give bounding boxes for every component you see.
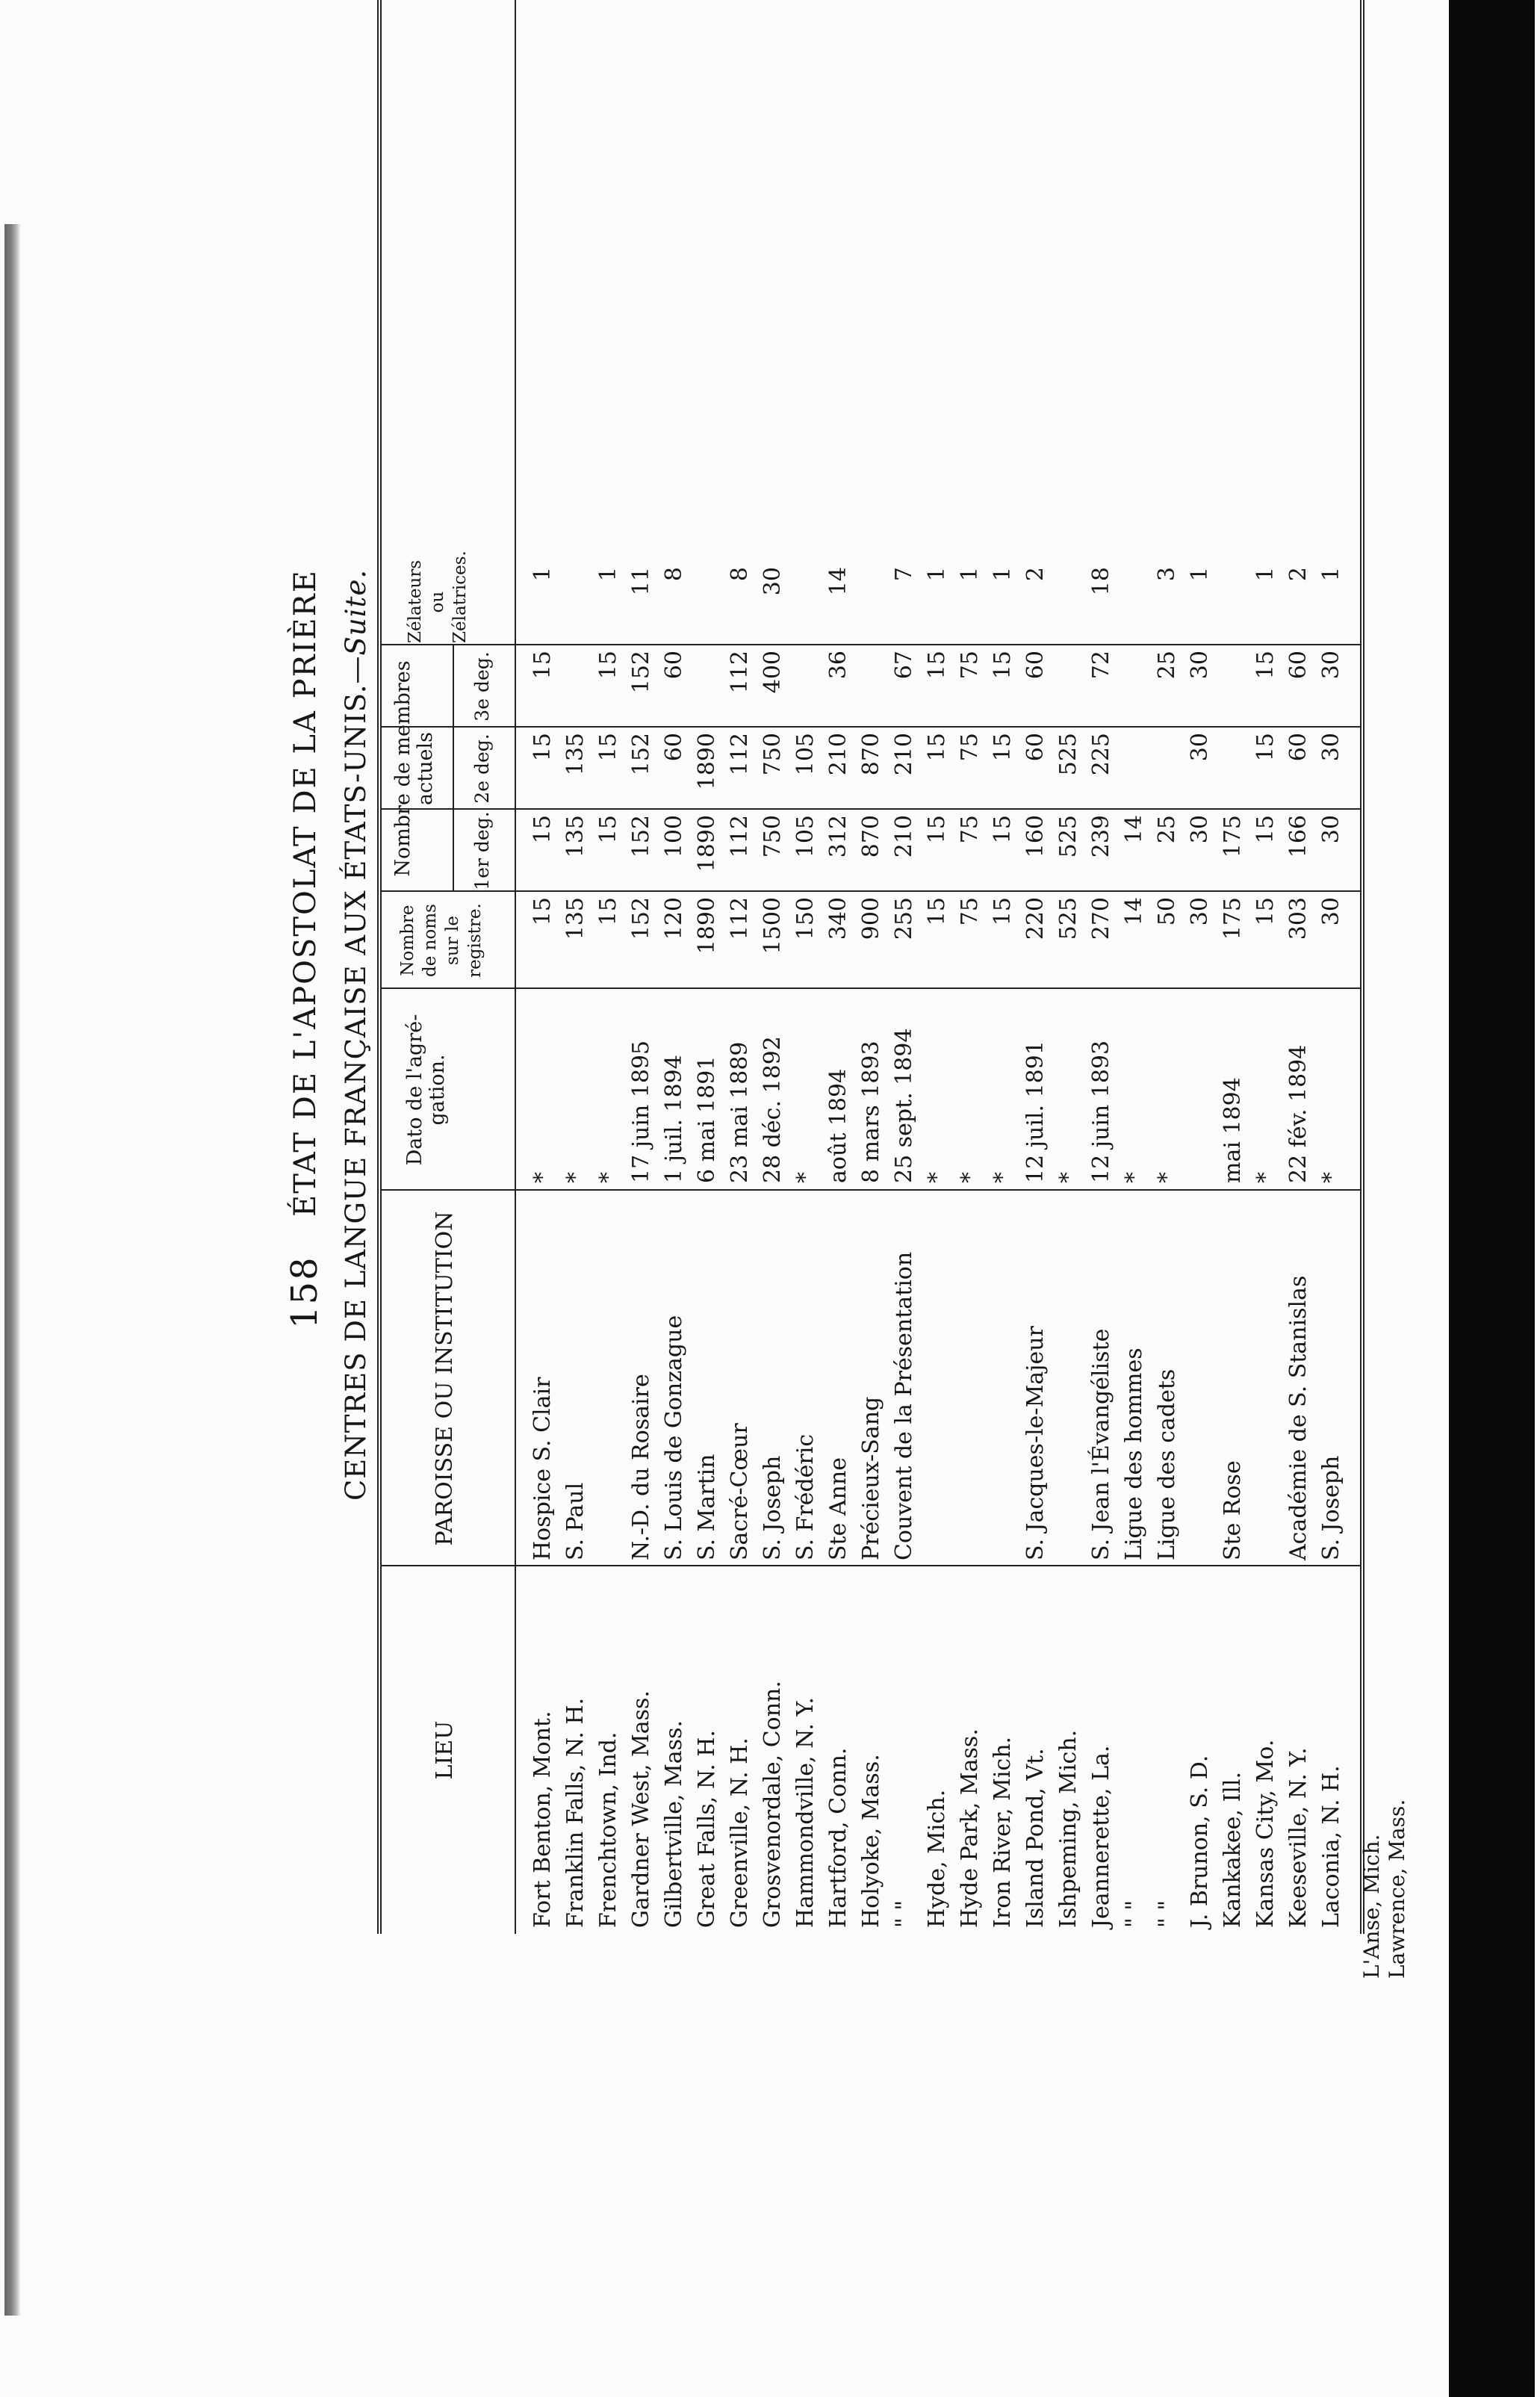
cell-zelateurs: 1 [957,567,983,582]
header-paroisse: PAROISSE OU INSTITUTION [432,1211,458,1546]
table-row [694,0,722,1934]
table-row [1022,0,1051,1934]
cell-zelateurs: 2 [1285,567,1311,582]
cell-registre: 900 [858,897,884,940]
cell-lieu: Laconia, N. H. [1318,1765,1344,1928]
cell-date: * [1318,1172,1344,1183]
cell-deg2: 30 [1318,733,1344,762]
cell-date: 8 mars 1893 [858,1041,884,1183]
cell-registre: 303 [1285,897,1311,940]
table-row [1121,0,1149,1934]
cell-lieu: Frenchtown, Ind. [595,1731,621,1928]
cell-date: mai 1894 [1220,1077,1246,1183]
cell-deg2: 60 [661,733,687,762]
cell-deg2: 1890 [694,733,720,790]
cell-lieu: J. Brunon, S. D. [1187,1755,1213,1928]
cell-lieu: Hammondville, N. Y. [792,1697,819,1928]
cell-paroisse: S. Martin [694,1454,720,1560]
cell-registre: 152 [628,897,654,940]
cell-lieu: " " [1121,1900,1147,1928]
cell-deg1: 15 [595,815,621,844]
cell-zelateurs: 11 [628,567,654,596]
cell-deg2: 15 [595,733,621,762]
cell-paroisse: Sacré-Cœur [727,1423,753,1560]
cell-deg1: 105 [792,815,819,858]
cell-date: * [562,1172,589,1183]
cell-paroisse: Précieux-Sang [858,1396,884,1560]
cell-zelateurs: 1 [530,567,556,582]
cell-date: 12 juil. 1891 [1022,1041,1049,1183]
cell-zelateurs: 1 [990,567,1016,582]
table-row [924,0,952,1934]
cell-lieu: Gilbertville, Mass. [661,1720,687,1928]
cell-date: 17 juin 1895 [628,1040,654,1183]
cell-registre: 255 [891,897,917,940]
header-rule [515,0,516,1934]
cell-date: * [990,1172,1016,1183]
cell-registre: 15 [990,897,1016,926]
cell-deg1: 112 [727,815,753,858]
cell-zelateurs: 7 [891,567,917,582]
cell-deg2: 60 [1285,733,1311,762]
cell-deg1: 312 [825,815,851,858]
cell-deg2: 210 [891,733,917,776]
cell-paroisse: S. Louis de Gonzague [661,1315,687,1560]
subheader-rule [453,645,454,892]
cell-date: * [1154,1172,1180,1183]
cell-deg2: 525 [1055,733,1081,776]
cell-lieu: Jeannerette, La. [1088,1745,1114,1928]
cell-paroisse: S. Joseph [1318,1455,1344,1560]
cell-lieu: Franklin Falls, N. H. [562,1697,589,1928]
cell-registre: 270 [1088,897,1114,940]
cell-registre: 340 [825,897,851,940]
cell-date: * [1252,1172,1279,1183]
cell-deg1: 239 [1088,815,1114,858]
cell-deg1: 15 [1252,815,1279,844]
cell-date: 22 fév. 1894 [1285,1044,1311,1183]
table-row [661,0,689,1934]
cell-lieu: Holyoke, Mass. [858,1754,884,1928]
cell-zelateurs: 1 [595,567,621,582]
cell-paroisse: Hospice S. Clair [530,1377,556,1560]
cell-date: 25 sept. 1894 [891,1028,917,1183]
cell-deg1: 152 [628,815,654,858]
cell-date: * [1055,1172,1081,1183]
table-row [760,0,788,1934]
cell-deg3: 152 [628,651,654,694]
cell-deg3: 67 [891,651,917,680]
cell-date: * [957,1172,983,1183]
cell-date: * [1121,1172,1147,1183]
cell-registre: 525 [1055,897,1081,940]
cell-deg1: 25 [1154,815,1180,844]
cell-zelateurs: 30 [760,567,786,596]
cell-registre: 75 [957,897,983,926]
cell-date: 28 déc. 1892 [760,1036,786,1183]
cell-deg2: 210 [825,733,851,776]
table-row [1154,0,1182,1934]
cell-paroisse: Ste Anne [825,1457,851,1560]
cell-zelateurs: 1 [1318,567,1344,582]
cell-date: 1 juil. 1894 [661,1055,687,1183]
cell-deg1: 14 [1121,815,1147,844]
cell-deg3: 112 [727,651,753,694]
cell-date: août 1894 [825,1068,851,1183]
cell-registre: 175 [1220,897,1246,940]
cell-date: 23 mai 1889 [727,1041,753,1183]
cell-deg1: 160 [1022,815,1049,858]
cell-deg2: 30 [1187,733,1213,762]
cell-lieu: Great Falls, N. H. [694,1730,720,1928]
cell-deg2: 60 [1022,733,1049,762]
cell-registre: 15 [595,897,621,926]
cell-registre: 220 [1022,897,1049,940]
cell-deg3: 72 [1088,651,1114,680]
cell-paroisse: S. Jacques-le-Majeur [1022,1326,1049,1560]
cell-deg3: 60 [1285,651,1311,680]
table-row [1252,0,1281,1934]
cell-deg2: 15 [990,733,1016,762]
header-registre: Nombre de noms sur le registre. [398,903,485,978]
cell-deg2: 152 [628,733,654,776]
header-date: Dato de l'agré-gation. [403,1014,449,1166]
header-deg3: 3e deg. [471,651,493,722]
cell-paroisse: Couvent de la Présentation [891,1251,917,1560]
cell-deg3: 15 [924,651,950,680]
cell-paroisse: S. Jean l'Évangéliste [1088,1328,1114,1560]
cell-paroisse: Ligue des hommes [1121,1348,1147,1560]
table-row [792,0,821,1934]
cell-deg3: 15 [595,651,621,680]
cell-registre: 1500 [760,897,786,955]
cell-deg2: 112 [727,733,753,776]
cell-zelateurs: 1 [1187,567,1213,582]
cell-deg2: 15 [924,733,950,762]
table-row [1187,0,1215,1934]
cell-registre: 120 [661,897,687,940]
cell-zelateurs: 2 [1022,567,1049,582]
cell-zelateurs: 1 [924,567,950,582]
table-row [1055,0,1084,1934]
cell-deg1: 525 [1055,815,1081,858]
header-membres: Nombre de membres actuels [391,660,437,877]
cell-deg2: 135 [562,733,589,776]
cell-zelateurs: 8 [661,567,687,582]
cell-lieu: Iron River, Mich. [990,1736,1016,1928]
cell-registre: 15 [1252,897,1279,926]
page-number: 158 [284,1256,326,1329]
cell-deg2: 225 [1088,733,1114,776]
cell-paroisse: S. Joseph [760,1455,786,1560]
cell-deg2: 750 [760,733,786,776]
cell-lieu: Hartford, Conn. [825,1747,851,1928]
cell-lieu: Island Pond, Vt. [1022,1748,1049,1928]
cell-date: * [924,1172,950,1183]
cell-zelateurs: 1 [1252,567,1279,582]
cell-deg3: 36 [825,651,851,680]
cell-deg3: 30 [1187,651,1213,680]
table-row [1285,0,1314,1934]
cell-zelateurs: 8 [727,567,753,582]
cell-registre: 150 [792,897,819,940]
cell-lieu: Hyde Park, Mass. [957,1728,983,1928]
table-row [1220,0,1248,1934]
cell-deg3: 15 [530,651,556,680]
cell-lieu: Keeseville, N. Y. [1285,1747,1311,1928]
cell-registre: 112 [727,897,753,940]
cell-paroisse: S. Frédéric [792,1433,819,1560]
table-row [727,0,755,1934]
cell-date: * [530,1172,556,1183]
header-lieu: LIEU [432,1720,458,1780]
cell-paroisse: Ligue des cadets [1154,1368,1180,1560]
running-header [284,0,344,1329]
cell-deg3: 15 [1252,651,1279,680]
cell-deg1: 166 [1285,815,1311,858]
table-row [530,0,558,1934]
cell-deg1: 15 [924,815,950,844]
cell-lieu: " " [891,1900,917,1928]
parish-table [377,0,1364,1934]
cell-registre: 1890 [694,897,720,955]
table-row [891,0,919,1934]
table-row [990,0,1018,1934]
cell-zelateurs: 3 [1154,567,1180,582]
cell-deg1: 1890 [694,815,720,872]
running-title: ÉTAT DE L'APOSTOLAT DE LA PRIÈRE [288,569,323,1217]
table-row [595,0,624,1934]
cell-registre: 14 [1121,897,1147,926]
cell-registre: 30 [1318,897,1344,926]
table-row [1318,0,1347,1934]
cell-deg1: 15 [990,815,1016,844]
table-row [562,0,591,1934]
cell-lieu: Hyde, Mich. [924,1789,950,1928]
cell-lieu: Kankakee, Ill. [1220,1771,1246,1928]
cell-lieu: Greenville, N. H. [727,1737,753,1928]
cell-deg1: 135 [562,815,589,858]
cell-registre: 50 [1154,897,1180,926]
header-deg1: 1er deg. [471,811,493,890]
table-row [858,0,887,1934]
table-row [957,0,985,1934]
cell-registre: 15 [924,897,950,926]
cell-deg3: 25 [1154,651,1180,680]
cell-zelateurs: 18 [1088,567,1114,596]
cell-deg2: 15 [1252,733,1279,762]
cell-deg2: 75 [957,733,983,762]
cell-deg3: 60 [1022,651,1049,680]
cell-zelateurs: 14 [825,567,851,596]
table-caption [340,569,372,1501]
cell-deg3: 15 [990,651,1016,680]
cell-date: 6 mai 1891 [694,1055,720,1183]
cell-registre: 30 [1187,897,1213,926]
cell-date: 12 juin 1893 [1088,1040,1114,1183]
cell-deg1: 30 [1187,815,1213,844]
page-footer [1359,1456,1410,1979]
cell-date: * [595,1172,621,1183]
header-zelateurs: Zélateurs ou Zélatrices. [406,551,470,643]
cell-paroisse: S. Paul [562,1482,589,1560]
caption-suffix: Suite. [340,568,372,656]
cell-deg1: 15 [530,815,556,844]
cell-lieu: Ishpeming, Mich. [1055,1729,1081,1928]
cell-paroisse: Ste Rose [1220,1460,1246,1560]
cell-deg2: 870 [858,733,884,776]
cell-deg2: 15 [530,733,556,762]
cell-lieu: Fort Benton, Mont. [530,1711,556,1928]
cell-registre: 15 [530,897,556,926]
cell-registre: 135 [562,897,589,940]
cell-deg1: 210 [891,815,917,858]
cell-deg1: 75 [957,815,983,844]
cell-paroisse: Académie de S. Stanislas [1285,1275,1311,1560]
cell-lieu: " " [1154,1900,1180,1928]
cell-lieu: Grosvenordale, Conn. [760,1681,786,1928]
cell-deg2: 105 [792,733,819,776]
cell-deg1: 30 [1318,815,1344,844]
cell-date: * [792,1172,819,1183]
cell-paroisse: N.-D. du Rosaire [628,1374,654,1560]
table-row [1088,0,1117,1934]
cell-deg3: 75 [957,651,983,680]
caption-title: CENTRES DE LANGUE FRANÇAISE AUX ÉTATS-UNIS.— [340,655,372,1501]
footer-line: Lawrence, Mass. [1385,1799,1409,1979]
cell-lieu: Gardner West, Mass. [628,1690,654,1928]
footer-line: L'Anse, Mich. [1359,1834,1384,1979]
header-deg2: 2e deg. [471,734,493,804]
cell-deg3: 60 [661,651,687,680]
cell-deg1: 175 [1220,815,1246,858]
cell-lieu: Kansas City, Mo. [1252,1739,1279,1928]
cell-deg1: 100 [661,815,687,858]
table-row [825,0,854,1934]
cell-deg1: 750 [760,815,786,858]
cell-deg3: 400 [760,651,786,694]
table-row [628,0,656,1934]
cell-deg1: 870 [858,815,884,858]
cell-deg3: 30 [1318,651,1344,680]
